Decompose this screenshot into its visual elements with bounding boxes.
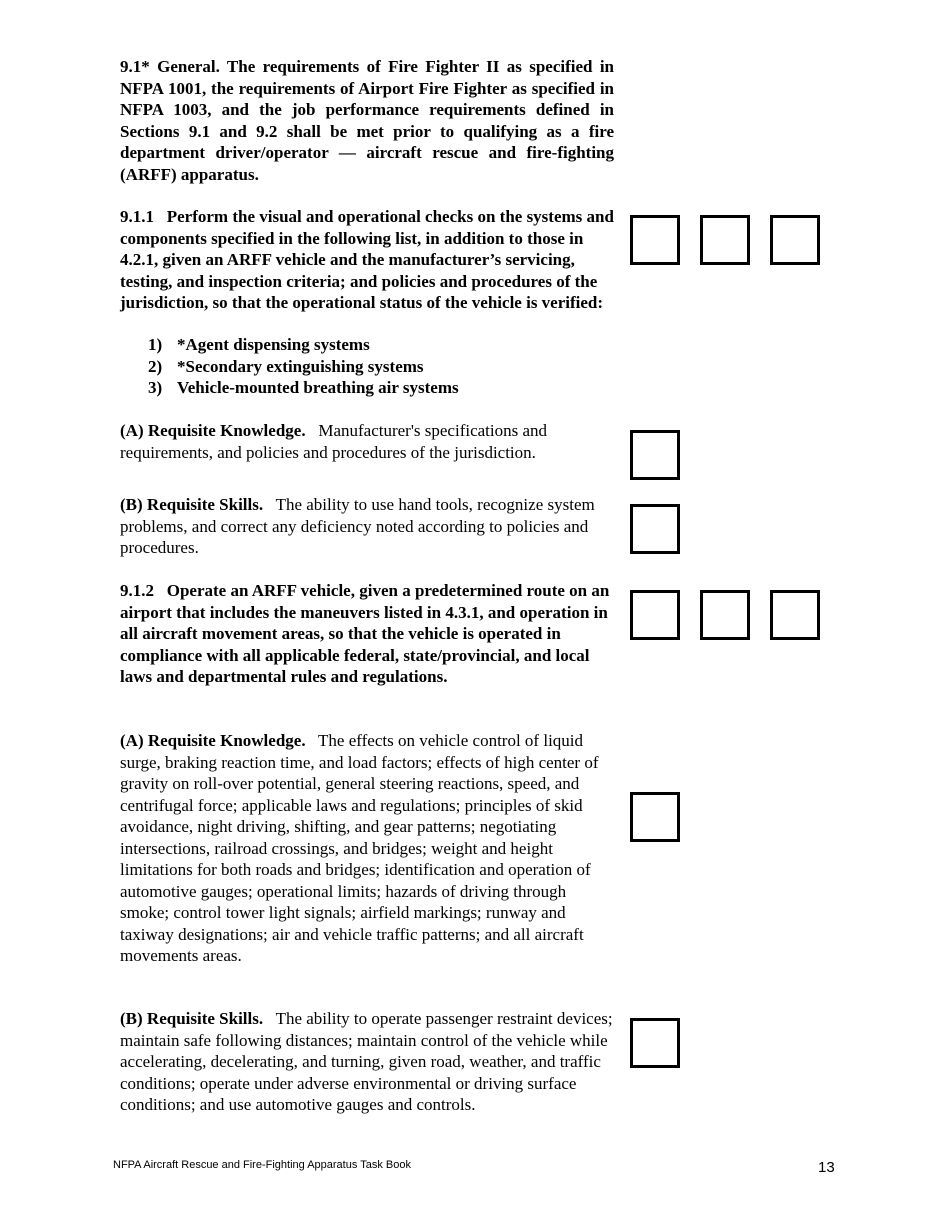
knowledge-label: (A) Requisite Knowledge. [120,421,306,440]
list-item [148,334,459,356]
knowledge-text: The effects on vehicle control of liquid surge, braking reaction time, and load factors; effects of high center of gravity on roll-over potential, general steering reactions, speed, and centrifugal force; applicable laws and regulations; principles of skid avoidance, night driving, shifting, and gear patterns; negotiating intersections, railroad crossings, and bridges; weight and height limitations for both roads and bridges; identification and operation of automotive gauges; operational limits; hazards of driving through smoke; control tower light signals; airfield markings; runway and taxiway designations; air and vehicle traffic patterns; and all aircraft movements areas. [120,731,599,965]
skills-label: (B) Requisite Skills. [120,1009,264,1028]
signoff-checkbox-9-1-2-b[interactable] [700,590,750,640]
section-9-1-1-text: Perform the visual and operational checks on the systems and components specified in the following list, in addition to those in 4.2.1, given an ARFF vehicle and the manufacturer’s servicing, testing, and inspection criteria; and policies and procedures of the jurisdiction, so that the operational status of the vehicle is verified: [120,207,614,312]
section-9-1-1 [120,206,614,314]
section-9-1-2 [120,580,614,688]
list-item-text: *Agent dispensing systems [177,335,370,354]
component-list [120,334,459,399]
skills-text: The ability to operate passenger restraint devices; maintain safe following distances; maintain control of the vehicle while accelerating, decelerating, and turning, given road, weather, and traffic conditions; operate under adverse environmental or driving surface conditions; and use automotive gauges and controls. [120,1009,613,1114]
list-item-number: 3) [148,378,163,397]
signoff-checkbox-9-1-2-knowledge[interactable] [630,792,680,842]
section-9-1-2-skills [120,1008,614,1116]
knowledge-label: (A) Requisite Knowledge. [120,731,306,750]
section-9-1-general: 9.1* General. The requirements of Fire Fighter II as specified in NFPA 1001, the requirements of Airport Fire Fighter as specified in NFPA 1003, and the job performance requirements defined in Sections 9.1 and 9.2 shall be met prior to qualifying as a fire department driver/operator — aircraft rescue and fire-fighting (ARFF) apparatus. [120,57,614,184]
list-item-text: Vehicle-mounted breathing air systems [177,378,459,397]
page-number: 13 [818,1159,835,1176]
signoff-checkbox-9-1-1-c[interactable] [770,215,820,265]
list-item [148,377,459,399]
signoff-checkbox-9-1-2-c[interactable] [770,590,820,640]
section-9-1-1-knowledge [120,420,614,463]
footer-title: NFPA Aircraft Rescue and Fire-Fighting Apparatus Task Book [113,1159,411,1171]
signoff-checkbox-9-1-2-a[interactable] [630,590,680,640]
knowledge-text: Manufacturer's specifications and requirements, and policies and procedures of the jurisdiction. [120,421,548,462]
skills-text: The ability to use hand tools, recognize system problems, and correct any deficiency noted according to policies and procedures. [120,495,595,557]
list-item-text: *Secondary extinguishing systems [177,356,424,376]
signoff-checkbox-9-1-1-skills[interactable] [630,504,680,554]
signoff-checkbox-9-1-2-skills[interactable] [630,1018,680,1068]
skills-label: (B) Requisite Skills. [120,495,264,514]
list-item-number: 2) [148,356,163,376]
section-9-1-1-number: 9.1.1 [120,207,154,226]
signoff-checkbox-9-1-1-knowledge[interactable] [630,430,680,480]
section-9-1-2-text: Operate an ARFF vehicle, given a predetermined route on an airport that includes the maneuvers listed in 4.3.1, and operation in all aircraft movement areas, so that the vehicle is operated in compliance with all applicable federal, state/provincial, and local laws and departmental rules and regulations. [120,581,610,686]
list-item-number: 1) [148,335,163,354]
signoff-checkbox-9-1-1-b[interactable] [700,215,750,265]
section-9-1-2-knowledge [120,730,614,967]
section-9-1-1-skills [120,494,614,559]
signoff-checkbox-9-1-1-a[interactable] [630,215,680,265]
list-item [148,356,459,378]
section-9-1-2-number: 9.1.2 [120,581,154,600]
